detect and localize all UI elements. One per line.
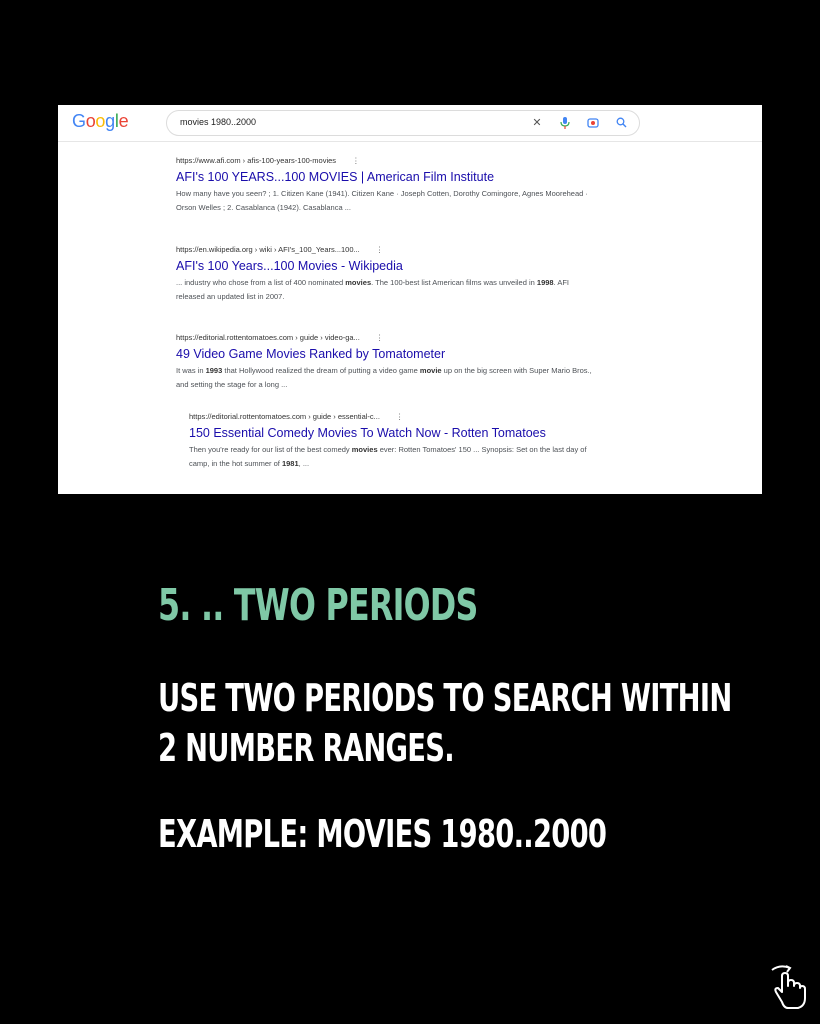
more-options-icon[interactable]: ⋮: [352, 156, 360, 165]
microphone-icon[interactable]: [557, 115, 573, 131]
search-result-nested: [189, 412, 589, 471]
result-snippet: It was in 1993 that Hollywood realized the dream of putting a video game movie up on the big screen with Super Mario Bros., and setting the stage for a long ...: [176, 366, 592, 389]
result-title[interactable]: 49 Video Game Movies Ranked by Tomatometer: [176, 347, 446, 361]
tip-heading: 5. .. TWO PERIODS: [158, 580, 478, 631]
search-input[interactable]: [166, 110, 640, 136]
result-url-text[interactable]: https://en.wikipedia.org › wiki › AFI's_100_Years...100...: [176, 245, 360, 254]
close-icon[interactable]: ✕: [532, 117, 542, 129]
result-snippet: How many have you seen? ; 1. Citizen Kane (1941). Citizen Kane · Joseph Cotten, Dorothy Comingore, Agnes Moorehead · Orson Welles ; 2. Casablanca (1942). Casablanca ...: [176, 189, 588, 212]
result-url[interactable]: [176, 245, 596, 254]
logo-letter: e: [118, 111, 129, 131]
result-url[interactable]: [189, 412, 589, 421]
result-snippet: ... industry who chose from a list of 400 nominated movies. The 100-best list American films was unveiled in 1998. AFI released an updated list in 2007.: [176, 278, 570, 301]
logo-letter: l: [114, 111, 119, 131]
tip-description-line: 2 NUMBER RANGES.: [158, 726, 454, 770]
logo-letter: o: [85, 111, 96, 131]
lens-icon[interactable]: [585, 115, 601, 131]
logo-letter: o: [95, 111, 106, 131]
search-icon[interactable]: [613, 115, 629, 131]
more-options-icon[interactable]: ⋮: [375, 245, 384, 254]
result-title[interactable]: 150 Essential Comedy Movies To Watch Now - Rotten Tomatoes: [189, 426, 546, 440]
result-url[interactable]: [176, 156, 596, 165]
result-snippet: Then you're ready for our list of the best comedy movies ever: Rotten Tomatoes' 150 ... Synopsis: Set on the last day of camp, in the hot summer of 1981, ...: [189, 445, 587, 468]
tip-description-line: USE TWO PERIODS TO SEARCH WITHIN: [158, 676, 732, 720]
more-options-icon[interactable]: ⋮: [395, 412, 404, 421]
search-result: [176, 245, 596, 304]
result-title[interactable]: AFI's 100 Years...100 Movies - Wikipedia: [176, 259, 403, 273]
search-result: [176, 333, 596, 392]
search-query[interactable]: movies 1980..2000: [180, 117, 257, 127]
result-url-text[interactable]: https://editorial.rottentomatoes.com › guide › essential-c...: [189, 412, 380, 421]
tip-example: EXAMPLE: MOVIES 1980..2000: [158, 812, 607, 856]
result-url[interactable]: [176, 333, 596, 342]
search-screenshot: [58, 105, 762, 494]
more-options-icon[interactable]: ⋮: [375, 333, 384, 342]
search-header: [58, 105, 762, 142]
result-title[interactable]: AFI's 100 YEARS...100 MOVIES | American Film Institute: [176, 170, 495, 184]
logo-letter: G: [72, 111, 86, 131]
search-result: [176, 156, 596, 215]
swipe-hand-icon: [766, 964, 810, 1012]
result-url-text[interactable]: https://editorial.rottentomatoes.com › guide › video-ga...: [176, 333, 360, 342]
logo-letter: g: [105, 111, 115, 131]
google-logo[interactable]: [72, 111, 128, 132]
result-url-text[interactable]: https://www.afi.com › afis-100-years-100-movies: [176, 156, 337, 165]
